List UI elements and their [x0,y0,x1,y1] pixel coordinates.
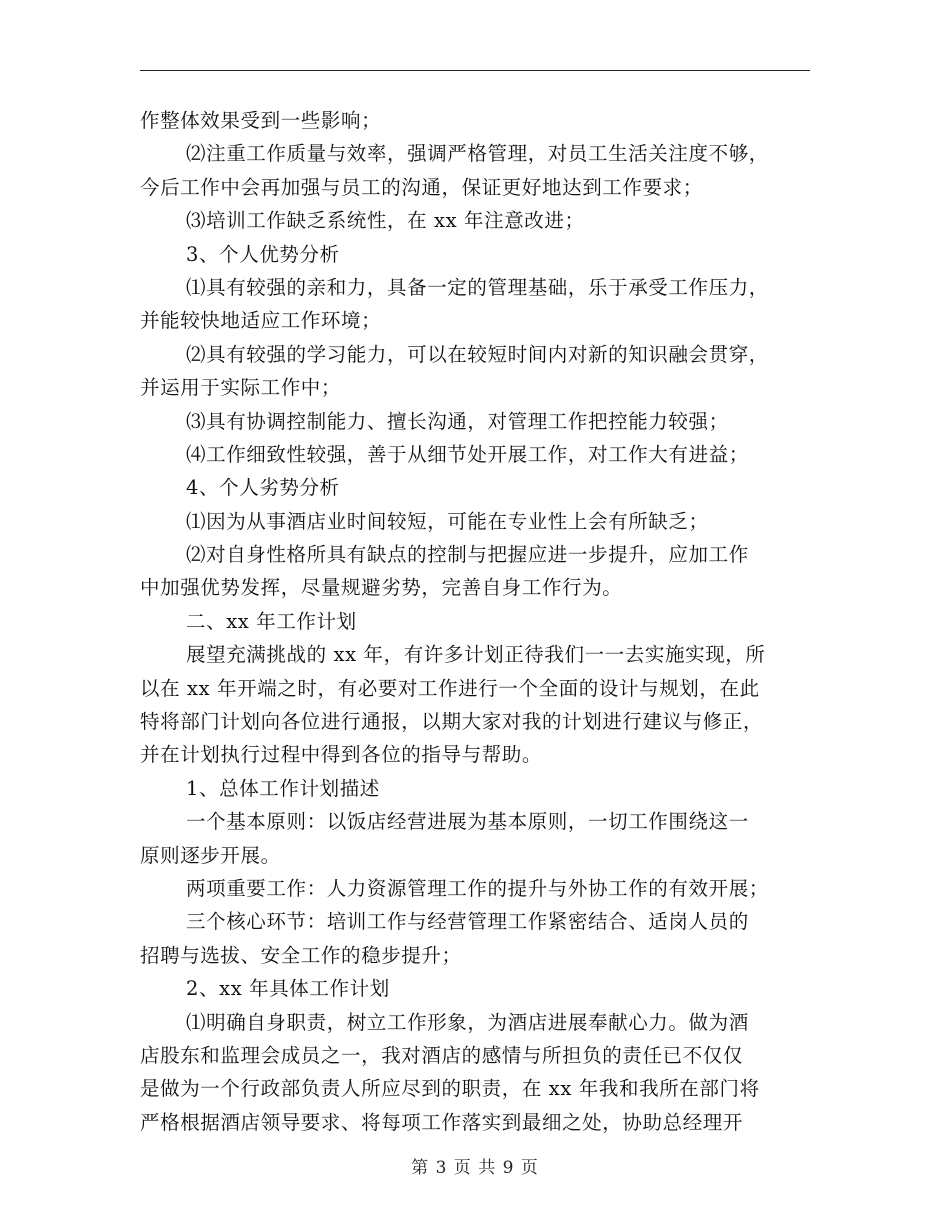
text-line: ⑵对自身性格所具有缺点的控制与把握应进一步提升，应加工作 [186,543,749,567]
text-line: 3、个人优势分析 [186,242,340,266]
page-number-footer: 第 3 页 共 9 页 [411,1158,539,1178]
text-line: 一个基本原则：以饭店经营进展为基本原则，一切工作围绕这一 [186,810,749,834]
text-line: 二、xx 年工作计划 [186,609,357,633]
text-line: 三个核心环节：培训工作与经营管理工作紧密结合、适岗人员的 [186,910,749,934]
text-line: 严格根据酒店领导要求、将每项工作落实到最细之处，协助总经理开 [140,1110,744,1134]
header-rule [140,70,810,71]
text-line: 并在计划执行过程中得到各位的指导与帮助。 [140,743,543,767]
document-body [140,104,812,1139]
text-line: 招聘与选拔、安全工作的稳步提升； [140,943,462,967]
text-line: 是做为一个行政部负责人所应尽到的职责，在 xx 年我和我所在部门将 [140,1077,760,1101]
text-line: 今后工作中会再加强与员工的沟通，保证更好地达到工作要求； [140,175,703,199]
text-line: ⑴明确自身职责，树立工作形象，为酒店进展奉献心力。做为酒 [186,1010,749,1034]
text-line: ⑶具有协调控制能力、擅长沟通，对管理工作把控能力较强； [186,409,729,433]
text-line: 2、xx 年具体工作计划 [186,977,390,1001]
text-line: 展望充满挑战的 xx 年，有许多计划正待我们一一去实施实现，所 [186,643,766,667]
text-line: ⑷工作细致性较强，善于从细节处开展工作，对工作大有进益； [186,442,749,466]
text-line: 1、总体工作计划描述 [186,776,380,800]
text-line: 中加强优势发挥，尽量规避劣势，完善自身工作行为。 [140,576,623,600]
text-line: ⑶培训工作缺乏系统性，在 xx 年注意改进； [186,209,585,233]
text-line: ⑴具有较强的亲和力，具备一定的管理基础，乐于承受工作压力， [186,275,769,299]
text-line: ⑵注重工作质量与效率，强调严格管理，对员工生活关注度不够， [186,142,769,166]
text-line: 并运用于实际工作中； [140,376,342,400]
text-line: 4、个人劣势分析 [186,476,340,500]
text-line: 以在 xx 年开端之时，有必要对工作进行一个全面的设计与规划，在此 [140,676,760,700]
text-line: 作整体效果受到一些影响； [140,109,382,132]
text-line: ⑴因为从事酒店业时间较短，可能在专业性上会有所缺乏； [186,509,709,533]
text-line: 店股东和监理会成员之一，我对酒店的感情与所担负的责任已不仅仅 [140,1043,744,1067]
text-line: 两项重要工作：人力资源管理工作的提升与外协工作的有效开展； [186,876,769,900]
text-line: 原则逐步开展。 [140,843,281,867]
text-line: ⑵具有较强的学习能力，可以在较短时间内对新的知识融会贯穿， [186,342,769,366]
text-line: 特将部门计划向各位进行通报，以期大家对我的计划进行建议与修正， [140,710,764,734]
text-line: 并能较快地适应工作环境； [140,309,382,333]
